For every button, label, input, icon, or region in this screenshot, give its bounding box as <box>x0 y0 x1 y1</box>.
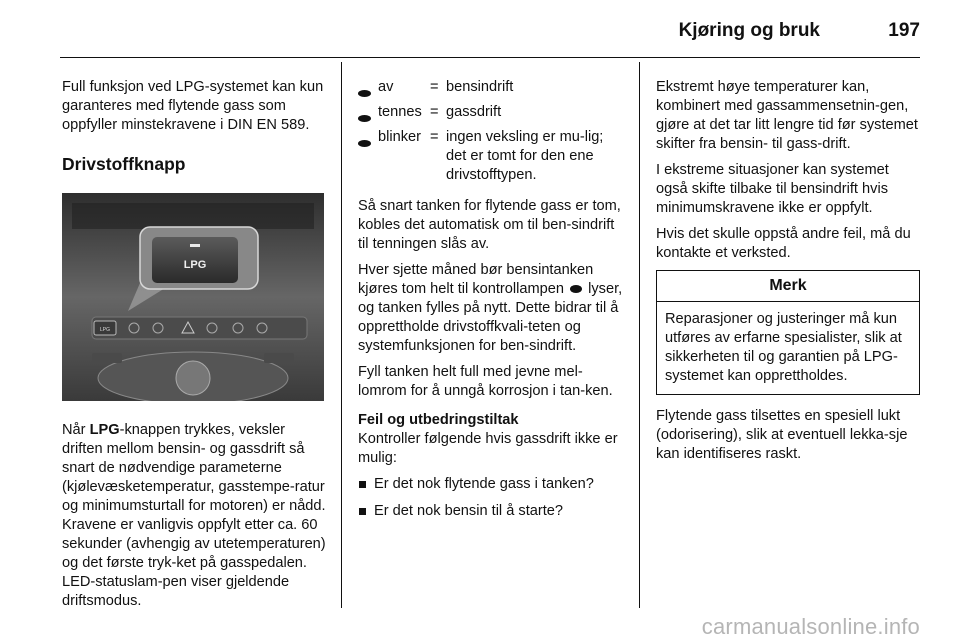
para-text: -knappen trykkes, veksler driften mellom bensin- og gassdrift så snart de nødvendige parameterne (kjølevæsketemperatur, gasstempe-ratur og minimumsturtall for motoren) er nådd. Kravene er vanligvis oppfylt etter ca. 60 sekunder (avhengig av utetemperaturen) og det første tryk-ket på gasspedalen. LED-statuslam-pen viser gjeldende driftsmodus. <box>62 422 326 609</box>
led-meaning: bensindrift <box>446 79 514 95</box>
led-equals: = <box>430 79 439 95</box>
note-body: Reparasjoner og justeringer må kun utføres av erfarne spesialister, slik at sikkerheten til og garantien på LPG-systemet kan opprettholdes. <box>665 311 902 384</box>
subheading: Feil og utbedringstiltak <box>358 412 519 428</box>
lpg-button-photo <box>62 193 324 401</box>
note-title: Merk <box>657 271 919 302</box>
paragraph: Ekstremt høye temperaturer kan, kombinert med gassammensetnin-gen, gjøre at det tar litt lengre tid før systemet skifter fra bensin- til gass-drift. <box>656 79 918 152</box>
column-divider <box>341 62 342 608</box>
led-state: tennes <box>378 104 422 120</box>
led-meaning: ingen veksling er mu-lig; det er tomt for den ene drivstofftypen. <box>446 129 604 183</box>
lpg-paragraph <box>62 421 326 611</box>
paragraph: Kontroller følgende hvis gassdrift ikke er mulig: <box>358 431 618 466</box>
watermark: carmanualsonline.info <box>701 614 920 639</box>
led-row <box>358 78 624 103</box>
led-row <box>358 128 624 185</box>
paragraph: I ekstreme situasjoner kan systemet også skifte tilbake til bensindrift hvis minimumskravene ikke er oppfylt. <box>656 162 889 216</box>
led-icon <box>358 140 371 147</box>
para-bold-lpg: LPG <box>89 422 120 438</box>
list-item: Er det nok flytende gass i tanken? <box>358 475 624 494</box>
led-meaning: gassdrift <box>446 104 502 120</box>
led-state: av <box>378 79 394 95</box>
note-box <box>656 270 920 395</box>
led-row <box>358 103 624 128</box>
para-text: Hver sjette måned bør bensintanken kjøres tom helt til kontrollampen <box>358 262 594 297</box>
section-title: Kjøring og bruk <box>678 20 820 41</box>
paragraph <box>358 261 624 356</box>
paragraph: Hvis det skulle oppstå andre feil, må du kontakte et verksted. <box>656 226 911 261</box>
paragraph: Fyll tanken helt full med jevne mel-lomrom for å unngå korrosjon i tan-ken. <box>358 364 613 399</box>
lpg-button-label: LPG <box>183 259 207 271</box>
list-item: Er det nok bensin til å starte? <box>358 502 624 521</box>
column-1 <box>62 78 326 618</box>
check-list <box>358 475 624 521</box>
para-text: lyser, og tanken fylles på nytt. Dette bidrar til å opprettholde drivstoffkvali-teten og systemfunksjonen for ben-sindrift. <box>358 281 623 354</box>
led-icon <box>358 115 371 122</box>
led-state: blinker <box>378 129 421 145</box>
panel-lpg-label: LPG <box>99 327 111 333</box>
column-2 <box>358 78 624 529</box>
column-3 <box>656 78 922 471</box>
led-equals: = <box>430 129 439 145</box>
para-text: Når <box>62 422 90 438</box>
led-icon <box>358 90 371 97</box>
column-divider <box>639 62 640 608</box>
paragraph: Flytende gass tilsettes en spesiell lukt (odorisering), slik at eventuell lekka-sje kan identifiseres raskt. <box>656 408 908 462</box>
paragraph: Så snart tanken for flytende gass er tom, kobles det automatisk om til ben-sindrift til tenningen slås av. <box>358 198 621 252</box>
page-number: 197 <box>888 20 920 41</box>
control-lamp-icon <box>570 285 582 293</box>
intro-paragraph: Full funksjon ved LPG-systemet kan kun garanteres med flytende gass som oppfyller minstekravene i DIN EN 589. <box>62 79 324 133</box>
header-rule <box>60 57 920 58</box>
led-status-table <box>358 78 624 185</box>
page-header <box>0 0 960 58</box>
led-equals: = <box>430 104 439 120</box>
section-heading: Drivstoffknapp <box>62 154 186 174</box>
